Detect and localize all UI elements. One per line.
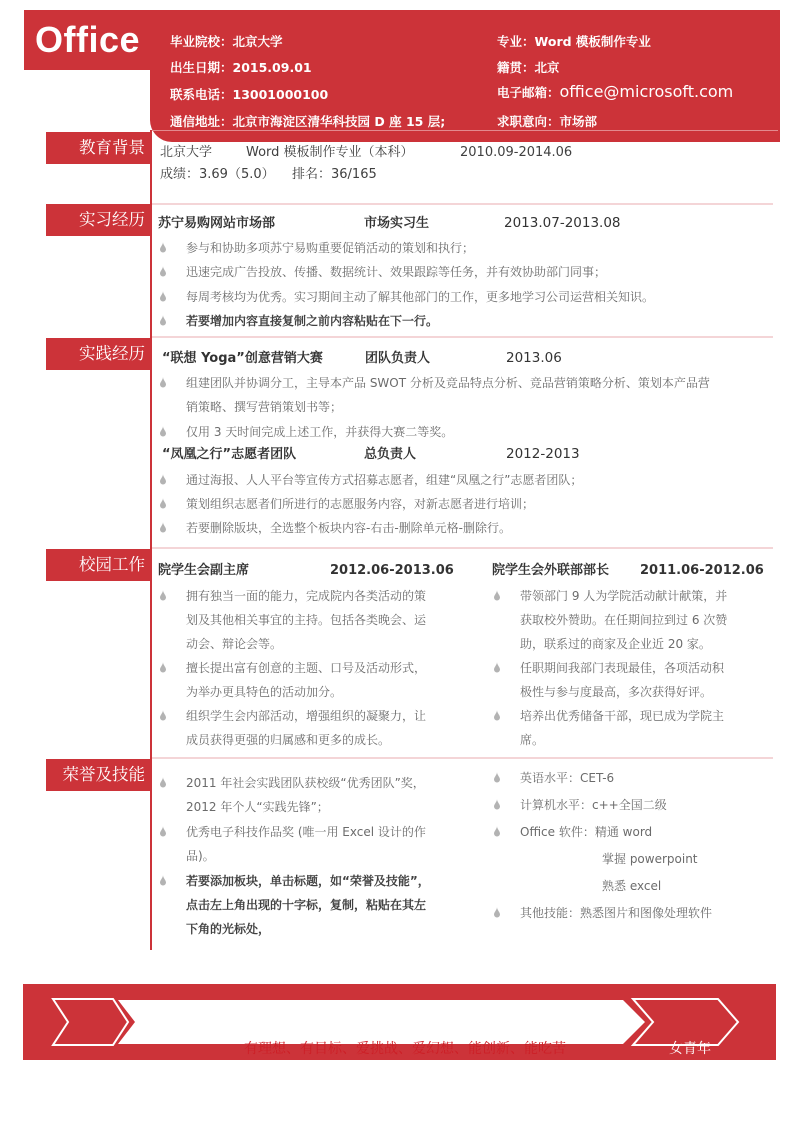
practice-bullet-cont: 销策略、撰写营销策划书等； [186,400,343,414]
internship-role: 市场实习生 [364,216,430,231]
drop-bullet-icon [159,498,169,510]
drop-bullet-icon [493,772,503,784]
campus-right-line: 任职期间我部门表现最佳，各项活动积 [520,661,725,675]
honors-left-line: 品)。 [186,849,215,863]
internship-company: 苏宁易购网站市场部 [158,216,276,231]
drop-bullet-icon [159,377,169,389]
drop-bullet-icon [159,242,169,254]
practice-bullet: 仅用 3 天时间完成上述工作，并获得大赛二等奖。 [186,425,454,439]
practice-bullet: 组建团队并协调分工，主导本产品 SWOT 分析及竞品特点分析、竞品营销策略分析、策划本产品营 [186,376,710,390]
honors-left-line: 2011 年社会实践团队获校级“优秀团队”奖， [186,776,425,790]
campus-left-line: 组织学生会内部活动，增强组织的凝聚力，让 [186,709,427,723]
footer-slogan: 有理想、有目标、爱挑战、爱幻想、能创新、能吃苦 [244,1041,566,1057]
campus-right-line: 培养出优秀储备干部，现已成为学院主 [520,709,725,723]
section-tag-education: 教育背景 [46,132,150,164]
drop-bullet-icon [159,426,169,438]
practice-item-period: 2013.06 [506,350,562,366]
drop-bullet-icon [159,474,169,486]
campus-left-line: 拥有独当一面的能力，完成院内各类活动的策 [186,589,427,603]
section-tag-practice: 实践经历 [46,338,150,370]
drop-bullet-icon [159,590,169,602]
skill-computer: 计算机水平：c++全国二级 [520,798,667,812]
timeline-vertical-line [150,130,152,950]
office-logo: Office [24,10,151,70]
drop-bullet-icon [159,875,169,887]
drop-bullet-icon [159,315,169,327]
honors-left-line: 2012 年个人“实践先锋”； [186,800,329,814]
campus-left-role: 院学生会副主席 [158,563,250,578]
section-divider [152,203,773,205]
campus-left-line: 动会、辩论会等。 [186,637,283,651]
honors-left-tip: 下角的光标处， [186,922,271,936]
campus-right-line: 带领部门 9 人为学院活动献计献策，并 [520,589,728,603]
drop-bullet-icon [159,710,169,722]
section-divider [152,757,773,759]
education-rank: 排名：36/165 [292,167,377,182]
practice-bullet: 若要删除版块，全选整个板块内容-右击-删除单元格-删除行。 [186,521,511,535]
honors-left-line: 优秀电子科技作品奖 (唯一用 Excel 设计的作 [186,825,426,839]
campus-right-line: 助，联系过的商家及企业近 20 家。 [520,637,711,651]
chevron-right-icon [53,999,128,1045]
section-divider [152,547,773,549]
drop-bullet-icon [159,266,169,278]
drop-bullet-icon [493,710,503,722]
info-email: 电子邮箱：office@microsoft.com [497,82,734,101]
footer-tag: 女青年 [669,1041,711,1057]
practice-item-role: 团队负责人 [365,351,431,366]
info-hometown: 籍贯：北京 [497,60,560,75]
campus-left-line: 划及其他相关事宜的主持。包括各类晚会、运 [186,613,427,627]
drop-bullet-icon [159,826,169,838]
education-school: 北京大学 [160,145,213,160]
drop-bullet-icon [493,907,503,919]
drop-bullet-icon [493,826,503,838]
drop-bullet-icon [159,777,169,789]
info-school: 毕业院校：北京大学 [170,34,283,49]
info-birthdate: 出生日期：2015.09.01 [170,60,312,75]
campus-right-line: 极性与参与度最高，多次获得好评。 [520,685,713,699]
section-divider [152,336,773,338]
practice-item-name: “联想 Yoga”创意营销大赛 [162,351,323,366]
campus-right-line: 获取校外赞助。在任期间拉到过 6 次赞 [520,613,728,627]
education-major: Word 模板制作专业（本科） [246,145,414,160]
campus-right-line: 席。 [520,733,545,747]
internship-bullet-tip: 若要增加内容直接复制之前内容粘贴在下一行。 [186,314,439,328]
practice-item-period: 2012-2013 [506,446,580,462]
internship-bullet: 迅速完成广告投放、传播、数据统计、效果跟踪等任务，并有效协助部门同事； [186,265,607,279]
drop-bullet-icon [493,799,503,811]
campus-right-period: 2011.06-2012.06 [640,563,764,578]
skill-english: 英语水平：CET-6 [520,771,615,785]
info-panel-underline [150,130,778,131]
section-tag-campus: 校园工作 [46,549,150,581]
drop-bullet-icon [493,662,503,674]
honors-left-tip: 点击左上角出现的十字标，复制，粘贴在其左 [186,898,427,912]
skill-office-excel: 熟悉 excel [602,879,662,893]
section-tag-internship: 实习经历 [46,204,150,236]
education-period: 2010.09-2014.06 [460,145,573,160]
drop-bullet-icon [159,522,169,534]
info-phone: 联系电话：13001000100 [170,87,329,102]
practice-item-name: “凤凰之行”志愿者团队 [162,447,297,462]
drop-bullet-icon [493,590,503,602]
info-major: 专业：Word 模板制作专业 [497,34,651,49]
info-objective: 求职意向：市场部 [497,114,598,129]
internship-period: 2013.07-2013.08 [504,215,621,231]
honors-left-tip: 若要添加板块，单击标题，如“荣誉及技能”， [186,874,430,888]
section-tag-honors: 荣誉及技能 [46,759,150,791]
practice-bullet: 策划组织志愿者们所进行的志愿服务内容，对新志愿者进行培训； [186,497,535,511]
skill-office: Office 软件：精通 word [520,825,653,839]
campus-left-line: 擅长提出富有创意的主题、口号及活动形式， [186,661,427,675]
skill-office-powerpoint: 掌握 powerpoint [602,852,698,866]
internship-bullet: 每周考核均为优秀。实习期间主动了解其他部门的工作，更多地学习公司运营相关知识。 [186,290,655,304]
info-address: 通信地址：北京市海淀区清华科技园 D 座 15 层; [170,114,446,129]
drop-bullet-icon [159,662,169,674]
campus-right-role: 院学生会外联部部长 [492,563,610,578]
drop-bullet-icon [159,291,169,303]
internship-bullet: 参与和协助多项苏宁易购重要促销活动的策划和执行； [186,241,475,255]
campus-left-line: 为举办更具特色的活动加分。 [186,685,343,699]
campus-left-period: 2012.06-2013.06 [330,563,454,578]
practice-item-role: 总负责人 [364,447,417,462]
education-gpa: 成绩：3.69（5.0） [160,167,275,182]
campus-left-line: 成员获得更强的归属感和更多的成长。 [186,733,391,747]
email-link[interactable]: office@microsoft.com [559,82,734,101]
skill-other: 其他技能：熟悉图片和图像处理软件 [520,906,713,920]
practice-bullet: 通过海报、人人平台等宣传方式招募志愿者，组建“凤凰之行”志愿者团队； [186,473,583,487]
